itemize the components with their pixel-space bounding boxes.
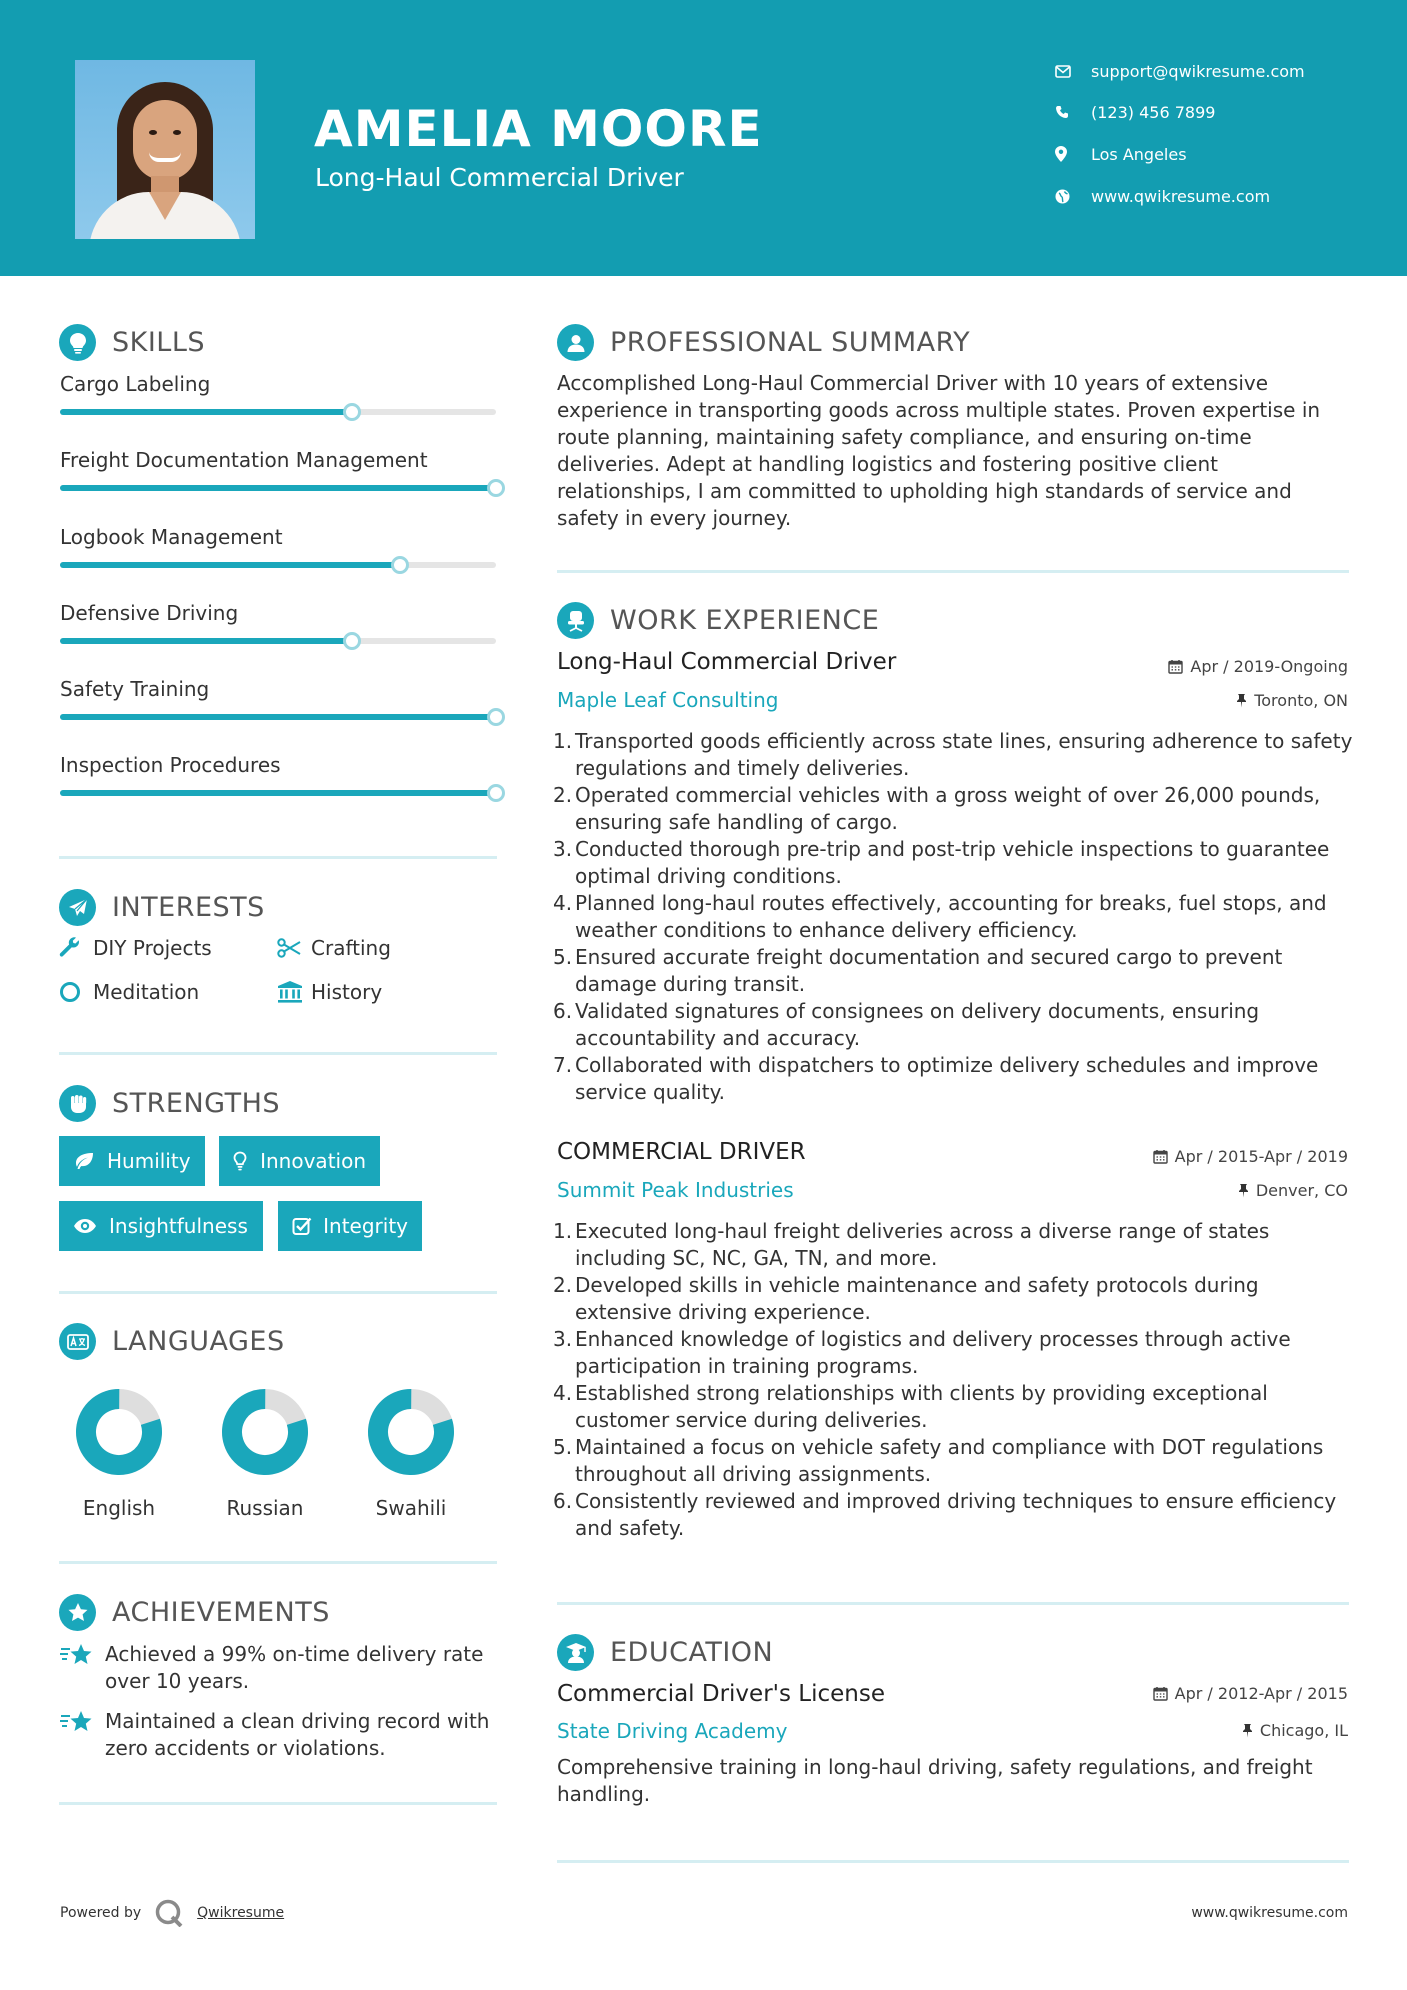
skill-knob — [391, 556, 409, 574]
section-title: PROFESSIONAL SUMMARY — [610, 327, 971, 358]
section-title: LANGUAGES — [112, 1326, 285, 1357]
strength-tag: Insightfulness — [59, 1201, 263, 1251]
skill-item: Cargo Labeling — [60, 372, 500, 396]
pushpin-icon — [1242, 1723, 1253, 1738]
list-item: 2. Developed skills in vehicle maintenance and safety protocols during extensive driving experience. — [553, 1273, 1259, 1324]
list-item: 3. Enhanced knowledge of logistics and delivery processes through active participation in training programs. — [553, 1327, 1291, 1378]
job-responsibilities — [553, 728, 1357, 1106]
skill-bar — [60, 790, 496, 796]
interests-heading — [59, 889, 265, 926]
star-badge-icon — [59, 1594, 96, 1631]
calendar-icon — [1153, 1149, 1168, 1164]
museum-icon — [277, 981, 311, 1003]
language-item: Swahili — [346, 1386, 476, 1520]
skill-bar — [60, 714, 496, 720]
experience-heading — [557, 602, 879, 639]
strengths-heading — [59, 1085, 280, 1122]
skills-heading — [59, 324, 205, 361]
education-location: Chicago, IL — [1242, 1721, 1348, 1740]
section-divider — [59, 1561, 497, 1564]
envelope-icon — [1055, 65, 1091, 78]
section-divider — [557, 1860, 1349, 1863]
section-divider — [557, 570, 1349, 573]
interest-item: Crafting — [277, 936, 391, 960]
section-divider — [59, 1052, 497, 1055]
job-location: Denver, CO — [1238, 1181, 1348, 1200]
list-item: 1. Executed long-haul freight deliveries across a diverse range of states including SC, NC, GA, TN, and more. — [553, 1219, 1270, 1270]
office-chair-icon — [557, 602, 594, 639]
skill-bar — [60, 562, 496, 568]
summary-text: Accomplished Long-Haul Commercial Driver with 10 years of extensive experience in transporting goods across multiple states. Proven expertise in route planning, maintaining safety compliance, and ensuring on-time deliveries. Adept at handling logistics and fostering positive client relationships, I am committed to upholding high standards of service and safety in every journey. — [557, 371, 1321, 530]
skill-bar — [60, 638, 496, 644]
globe-icon — [1055, 189, 1091, 204]
candidate-role: Long-Haul Commercial Driver — [315, 163, 684, 192]
language-donut — [73, 1386, 165, 1478]
job-dates: Apr / 2019-Ongoing — [1168, 657, 1348, 676]
qwikresume-logo-icon — [155, 1899, 185, 1927]
wrench-icon — [59, 937, 93, 959]
profile-photo — [75, 60, 255, 239]
list-item: 5. Ensured accurate freight documentation and secured cargo to prevent damage during transit. — [553, 945, 1283, 996]
language-item: English — [54, 1386, 184, 1520]
list-item: 3. Conducted thorough pre-trip and post-trip vehicle inspections to guarantee optimal driving conditions. — [553, 837, 1330, 888]
skill-item: Freight Documentation Management — [60, 448, 500, 472]
circle-icon — [59, 981, 93, 1003]
list-item: 6. Validated signatures of consignees on delivery documents, ensuring accountability and accuracy. — [553, 999, 1260, 1050]
phone-icon — [1055, 105, 1091, 119]
skill-bar — [60, 485, 496, 491]
footer-url[interactable]: www.qwikresume.com — [1191, 1905, 1348, 1921]
interest-item: Meditation — [59, 980, 199, 1004]
list-item: 6. Consistently reviewed and improved driving techniques to ensure efficiency and safety. — [553, 1489, 1337, 1540]
education-description: Comprehensive training in long-haul driving, safety regulations, and freight handling. — [557, 1755, 1313, 1806]
skill-item: Inspection Procedures — [60, 753, 500, 777]
list-item: 1. Transported goods efficiently across state lines, ensuring adherence to safety regulations and timely deliveries. — [553, 729, 1353, 780]
job-title: COMMERCIAL DRIVER — [557, 1139, 806, 1165]
section-divider — [59, 1802, 497, 1805]
education-school: State Driving Academy — [557, 1719, 788, 1743]
star-icon — [60, 1708, 105, 1762]
leaf-icon — [73, 1152, 107, 1170]
skill-item: Defensive Driving — [60, 601, 500, 625]
section-title: SKILLS — [112, 327, 206, 358]
language-card-icon — [59, 1323, 96, 1360]
skill-knob — [343, 632, 361, 650]
pushpin-icon — [1238, 1183, 1249, 1198]
interest-item: History — [277, 980, 382, 1004]
scissors-icon — [277, 938, 311, 958]
section-title: INTERESTS — [112, 892, 265, 923]
calendar-icon — [1153, 1686, 1168, 1701]
section-divider — [59, 856, 497, 859]
contact-location: Los Angeles — [1055, 139, 1375, 169]
job-location: Toronto, ON — [1236, 691, 1348, 710]
summary-heading — [557, 324, 970, 361]
job-dates: Apr / 2015-Apr / 2019 — [1153, 1147, 1348, 1166]
section-title: EDUCATION — [610, 1637, 774, 1668]
education-degree: Commercial Driver's License — [557, 1681, 885, 1707]
language-item: Russian — [200, 1386, 330, 1520]
paper-plane-icon — [59, 889, 96, 926]
skill-item: Safety Training — [60, 677, 500, 701]
list-item: 7. Collaborated with dispatchers to optimize delivery schedules and improve service quality. — [553, 1053, 1319, 1104]
list-item: 4. Established strong relationships with clients by providing exceptional customer service during deliveries. — [553, 1381, 1268, 1432]
skill-bar — [60, 409, 496, 415]
languages-heading — [59, 1323, 285, 1360]
powered-by: Powered by Qwikresume — [60, 1899, 284, 1927]
section-title: STRENGTHS — [112, 1088, 281, 1119]
eye-icon — [73, 1218, 109, 1234]
star-icon — [60, 1641, 105, 1695]
section-divider — [557, 1602, 1349, 1605]
calendar-icon — [1168, 659, 1183, 674]
job-title: Long-Haul Commercial Driver — [557, 649, 897, 675]
strength-tag: Integrity — [278, 1201, 422, 1251]
achievements-heading — [59, 1594, 330, 1631]
skill-knob — [487, 708, 505, 726]
list-item: 2. Operated commercial vehicles with a gross weight of over 26,000 pounds, ensuring safe handling of cargo. — [553, 783, 1321, 834]
user-icon — [557, 324, 594, 361]
resume-header — [0, 0, 1407, 276]
candidate-name: AMELIA MOORE — [314, 100, 763, 158]
location-pin-icon — [1055, 146, 1091, 162]
skill-knob — [487, 479, 505, 497]
list-item: 4. Planned long-haul routes effectively, accounting for breaks, fuel stops, and weather conditions to enhance delivery efficiency. — [553, 891, 1327, 942]
job-company: Summit Peak Industries — [557, 1178, 794, 1202]
language-donut — [219, 1386, 311, 1478]
skill-knob — [487, 784, 505, 802]
language-donut — [365, 1386, 457, 1478]
pushpin-icon — [1236, 693, 1247, 708]
achievement-item: Maintained a clean driving record with zero accidents or violations. — [60, 1708, 510, 1762]
education-dates: Apr / 2012-Apr / 2015 — [1153, 1684, 1348, 1703]
section-title: ACHIEVEMENTS — [112, 1597, 330, 1628]
section-divider — [59, 1291, 497, 1294]
checkbox-icon — [292, 1216, 323, 1236]
job-responsibilities — [553, 1218, 1357, 1542]
achievement-item: Achieved a 99% on-time delivery rate over 10 years. — [60, 1641, 510, 1695]
contact-email[interactable]: support@qwikresume.com — [1055, 56, 1375, 86]
graduate-icon — [557, 1634, 594, 1671]
skill-knob — [343, 403, 361, 421]
contact-phone[interactable]: (123) 456 7899 — [1055, 97, 1375, 127]
fist-icon — [59, 1085, 96, 1122]
lightbulb-icon — [233, 1151, 260, 1171]
job-company: Maple Leaf Consulting — [557, 688, 779, 712]
skill-item: Logbook Management — [60, 525, 500, 549]
list-item: 5. Maintained a focus on vehicle safety and compliance with DOT regulations throughout all driving assignments. — [553, 1435, 1324, 1486]
strength-tag: Innovation — [219, 1136, 380, 1186]
strength-tag: Humility — [59, 1136, 205, 1186]
lightbulb-icon — [59, 324, 96, 361]
qwikresume-link[interactable]: Qwikresume — [197, 1905, 285, 1921]
interest-item: DIY Projects — [59, 936, 212, 960]
section-title: WORK EXPERIENCE — [610, 605, 880, 636]
contact-website[interactable]: www.qwikresume.com — [1055, 181, 1375, 211]
education-heading — [557, 1634, 773, 1671]
